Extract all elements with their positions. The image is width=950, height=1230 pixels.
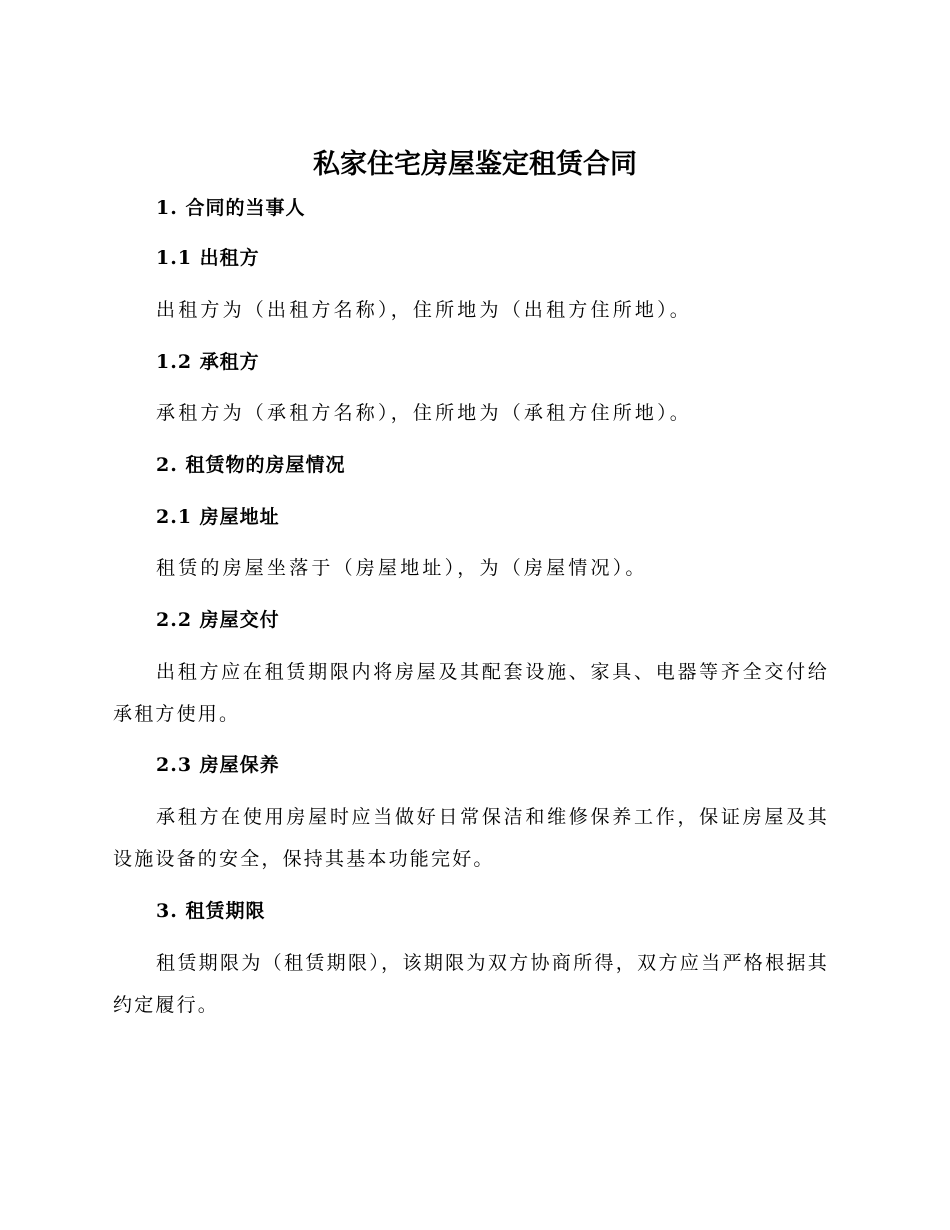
section-2-1-heading: 2.1 房屋地址 [156, 506, 280, 528]
section-1-2-text: 承租方为（承租方名称），住所地为（承租方住所地）。 [156, 402, 693, 424]
section-1-1-text: 出租方为（出租方名称），住所地为（出租方住所地）。 [156, 299, 693, 321]
section-2-2-text: 出租方应在租赁期限内将房屋及其配套设施、家具、电器等齐全交付给承租方使用。 [113, 661, 829, 725]
section-1-1-heading: 1.1 出租方 [156, 247, 260, 269]
section-2-heading: 2. 租赁物的房屋情况 [156, 454, 346, 476]
section-2-3-text: 承租方在使用房屋时应当做好日常保洁和维修保养工作，保证房屋及其设施设备的安全，保持其基本功能完好。 [113, 806, 829, 870]
section-3-text: 租赁期限为（租赁期限），该期限为双方协商所得，双方应当严格根据其约定履行。 [113, 952, 829, 1016]
section-1-2-heading: 1.2 承租方 [156, 351, 260, 373]
section-3-heading: 3. 租赁期限 [156, 900, 266, 922]
document-title: 私家住宅房屋鉴定租赁合同 [313, 149, 637, 180]
section-2-3-heading: 2.3 房屋保养 [156, 754, 280, 776]
section-2-2-heading: 2.2 房屋交付 [156, 609, 280, 631]
section-2-1-text: 租赁的房屋坐落于（房屋地址），为（房屋情况）。 [156, 557, 648, 579]
section-1-heading: 1. 合同的当事人 [156, 197, 306, 219]
